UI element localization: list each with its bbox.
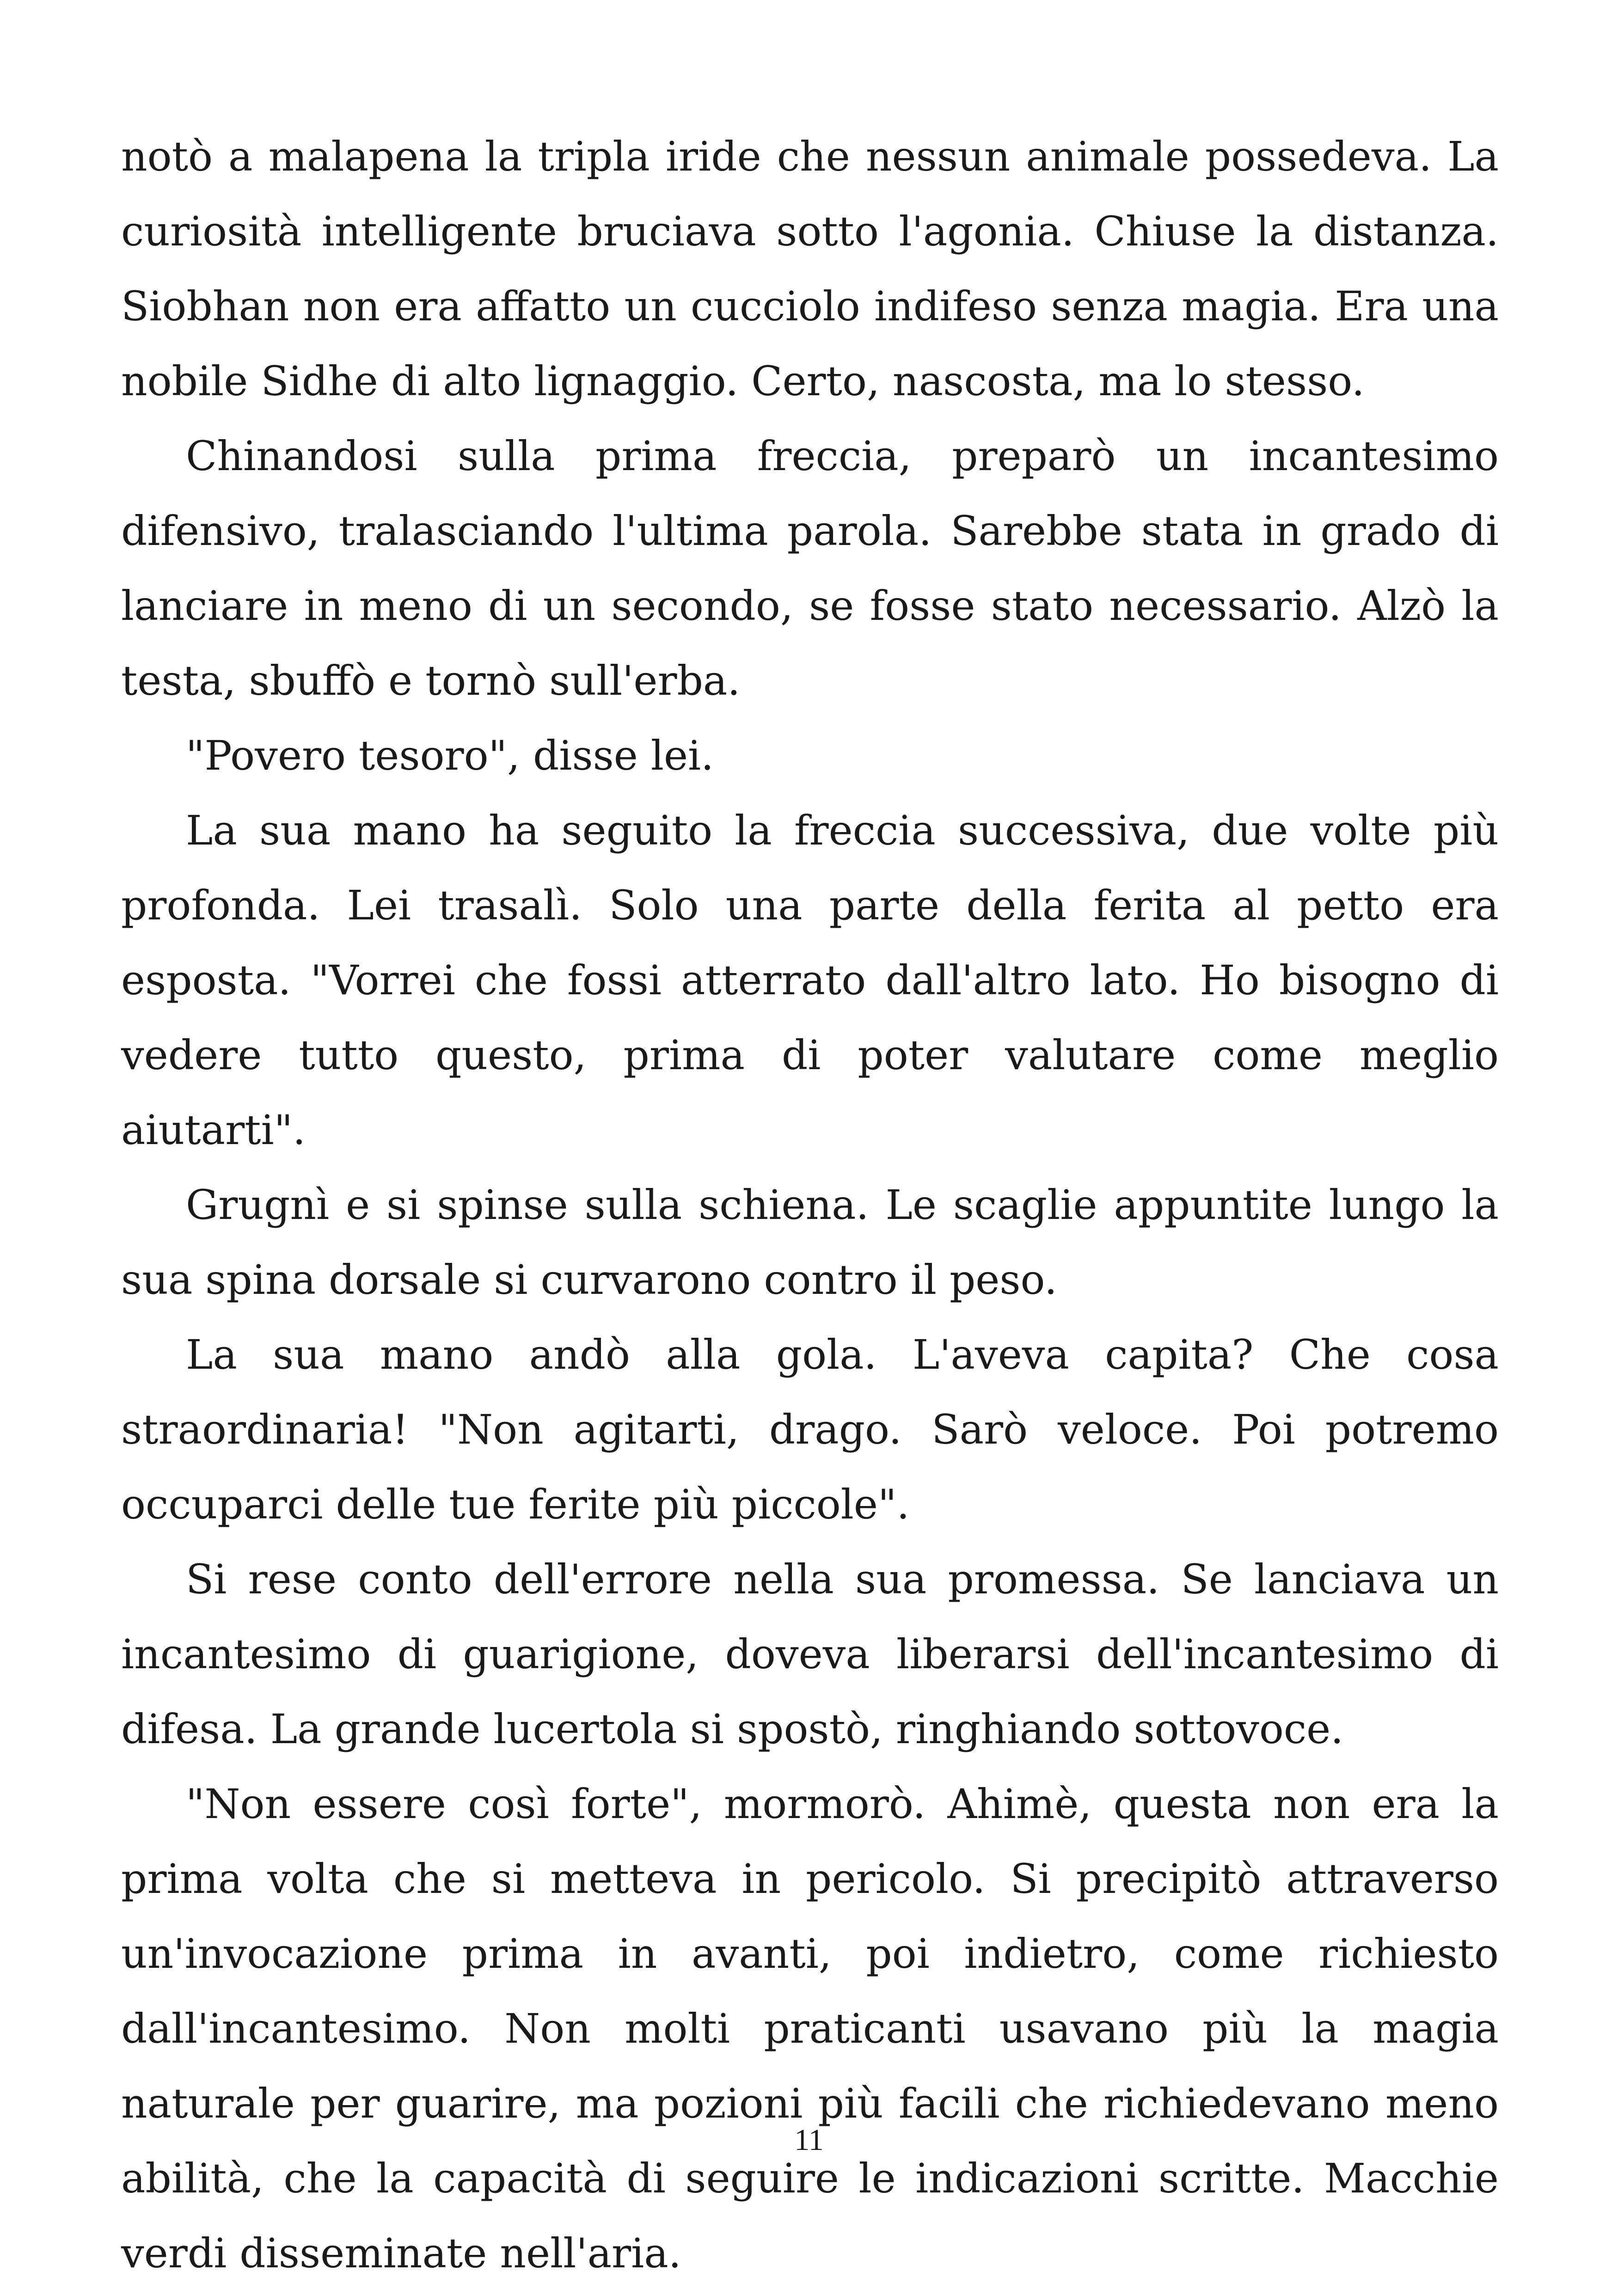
paragraph-4: La sua mano ha seguito la freccia successiva, due volte più profonda. Lei trasalì. Solo una parte della ferita al petto era esposta. "Vorrei che fossi atterrato dall'altro lato. Ho bisogno di vedere tutto questo, prima di poter valutare come meglio aiutarti". [121,807,1499,1154]
paragraph-7: Si rese conto dell'errore nella sua promessa. Se lanciava un incantesimo di guarigione, doveva liberarsi dell'incantesimo di difesa. La grande lucertola si spostò, ringhiando sottovoce. [121,1555,1499,1753]
body-text [121,119,1499,2291]
paragraph-5: Grugnì e si spinse sulla schiena. Le scaglie appuntite lungo la sua spina dorsale si curvarono contro il peso. [121,1181,1499,1304]
paragraph-3: "Povero tesoro", disse lei. [186,732,714,779]
paragraph-6: La sua mano andò alla gola. L'aveva capita? Che cosa straordinaria! "Non agitarti, drago. Sarò veloce. Poi potremo occuparci delle tue ferite più piccole". [121,1331,1499,1528]
paragraph-8: "Non essere così forte", mormorò. Ahimè, questa non era la prima volta che si metteva in pericolo. Si precipitò attraverso un'invocazione prima in avanti, poi indietro, come richiesto dall'incantesimo. Non molti praticanti usavano più la magia naturale per guarire, ma pozioni più facili che richiedevano meno abilità, che la capacità di seguire le indicazioni scritte. Macchie verdi disseminate nell'aria. [121,1780,1499,2277]
paragraph-2: Chinandosi sulla prima freccia, preparò un incantesimo difensivo, tralasciando l'ultima parola. Sarebbe stata in grado di lanciare in meno di un secondo, se fosse stato necessario. Alzò la testa, sbuffò e tornò sull'erba. [121,432,1499,704]
paragraph-1: notò a malapena la tripla iride che nessun animale possedeva. La curiosità intelligente bruciava sotto l'agonia. Chiuse la distanza. Siobhan non era affatto un cucciolo indifeso senza magia. Era una nobile Sidhe di alto lignaggio. Certo, nascosta, ma lo stesso. [121,133,1499,405]
page-number: 11 [794,2123,824,2157]
